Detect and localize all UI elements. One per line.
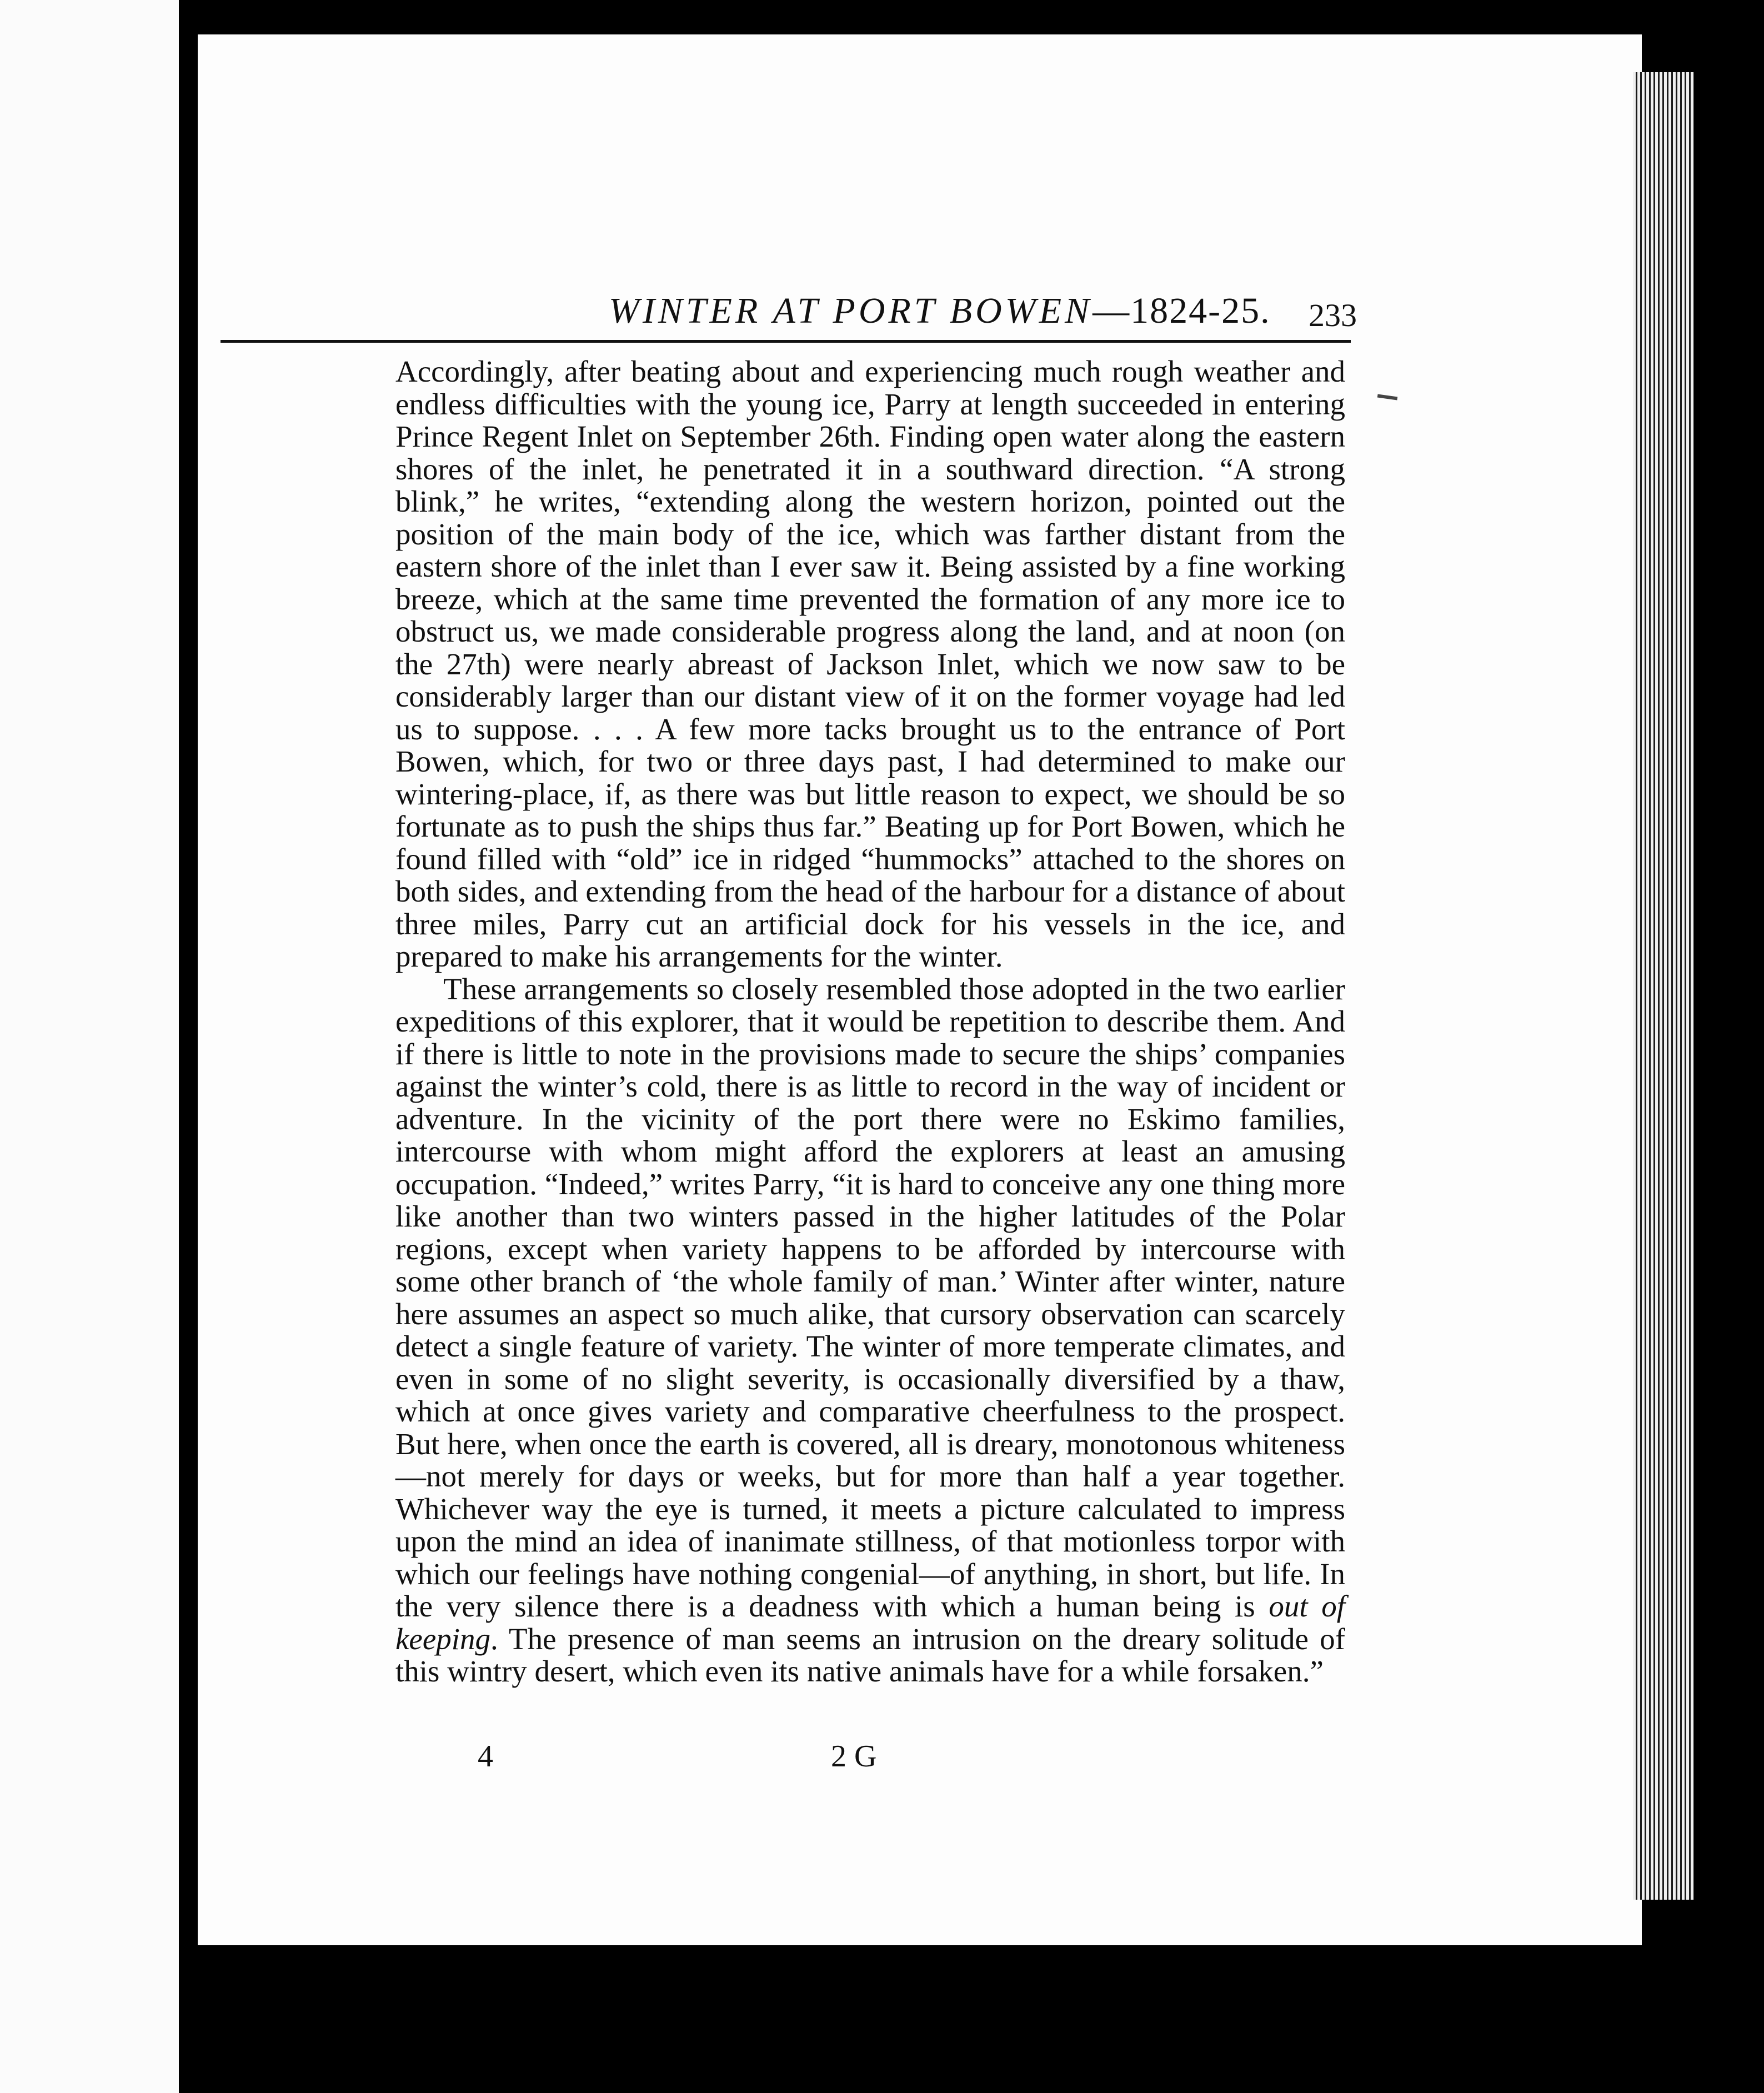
facing-page: [0, 0, 179, 2093]
page-number: 233: [1309, 297, 1357, 333]
italic-phrase: out of keeping: [395, 1589, 1346, 1656]
paragraph-2: [395, 973, 1345, 1688]
page-block-edge: [1633, 72, 1694, 1900]
running-head-title: WINTER AT PORT BOWEN: [609, 291, 1093, 331]
page-header: [198, 278, 1357, 339]
header-rule: [220, 340, 1351, 343]
paragraph-1: Accordingly, after beating about and experiencing much rough weather and endless difficulties with the young ice, Parry at length succeeded in entering Prince Regent Inlet on September 26th. Finding open water along the eastern shores of the inlet, he penetrated it in a southward direction. “A strong blink,” he writes, “extending along the western horizon, pointed out the position of the main body of the ice, which was farther distant from the eastern shore of the inlet than I ever saw it. Being assisted by a fine working breeze, which at the same time prevented the formation of any more ice to obstruct us, we made considerable progress along the land, and at noon (on the 27th) were nearly abreast of Jackson Inlet, which we now saw to be considerably larger than our distant view of it on the former voyage had led us to suppose. . . . A few more tacks brought us to the entrance of Port Bowen, which, for two or three days past, I had determined to make our wintering-place, if, as there was but little reason to expect, we should be so fortunate as to push the ships thus far.” Beating up for Port Bowen, which he found filled with “old” ice in ridged “hummocks” attached to the shores on both sides, and extending from the head of the harbour for a distance of about three miles, Parry cut an artificial dock for his vessels in the ice, and prepared to make his arrangements for the winter.: [395, 354, 1345, 973]
paragraph-2-text: These arrangements so closely resembled those adopted in the two earlier expeditions of this explorer, that it would be repetition to describe them. And if there is little to note in the provisions made to secure the ships’ companies against the winter’s cold, there is as little to record in the way of incident or adventure. In the vicinity of the port there were no Eskimo families, intercourse with whom might afford the explorers at least an amusing occupation. “Indeed,” writes Parry, “it is hard to conceive any one thing more like another than two winters passed in the higher latitudes of the Polar regions, except when variety happens to be afforded by intercourse with some other branch of ‘the whole family of man.’ Winter after winter, nature here assumes an aspect so much alike, that cursory observation can scarcely detect a single feature of variety. The winter of more temperate climates, and even in some of no slight severity, is occasionally diversified by a thaw, which at once gives variety and comparative cheerfulness to the prospect. But here, when once the earth is covered, all is dreary, monotonous whiteness—not merely for days or weeks, but for more than half a year together. Whichever way the eye is turned, it meets a picture calculated to impress upon the mind an idea of inanimate stillness, of that motionless torpor with which our feelings have nothing congenial—of anything, in short, but life. In the very silence there is a deadness with which a human being is: [395, 972, 1345, 1623]
page-footer: [198, 1739, 1353, 1783]
running-head-years: —1824-25.: [1093, 291, 1271, 331]
body-text: [395, 355, 1345, 1688]
running-head: [609, 290, 1271, 332]
sheet-mark: 2 G: [831, 1739, 877, 1774]
signature-mark: 4: [478, 1739, 493, 1774]
paragraph-2-end: . The presence of man seems an intrusion on the dreary solitude of this wintry desert, which even its native animals have for a while forsaken.”: [395, 1621, 1345, 1688]
book-gutter: [179, 0, 198, 2093]
